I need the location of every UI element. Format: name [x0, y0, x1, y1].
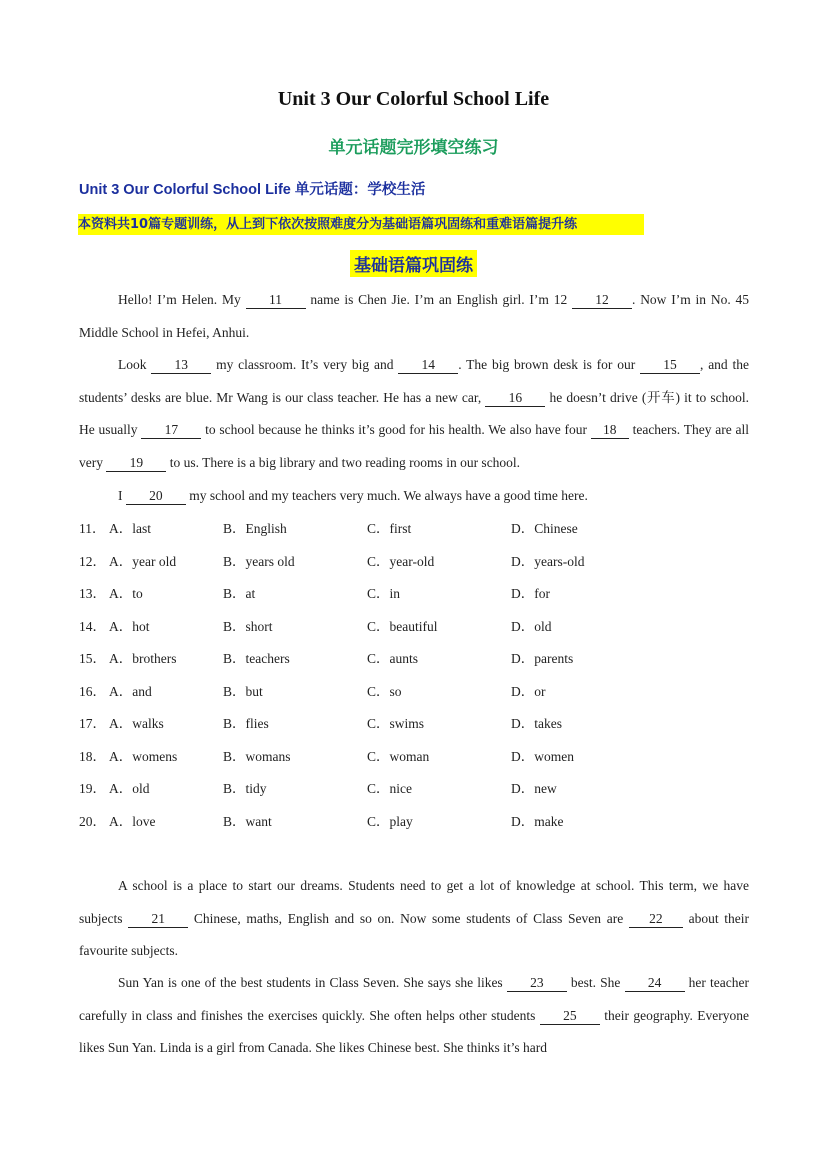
blank-19: 19: [106, 455, 166, 472]
blank-23: 23: [507, 975, 567, 992]
blank-22: 22: [629, 911, 683, 928]
option-row: 17． A．walks B．flies C．swims D．takes: [79, 716, 562, 731]
blank-14: 14: [398, 357, 458, 374]
blank-15: 15: [640, 357, 700, 374]
passage2-paragraph1: A school is a place to start our dreams. Students need to get a lot of knowledge at school. This term, we have subjects 21 Chinese, maths, English and so on. Now some students of Class Seven are 22 about their favourite subjects.: [79, 878, 749, 958]
section-heading: [0, 250, 827, 277]
blank-11: 11: [246, 292, 306, 309]
option-row: 15． A．brothers B．teachers C．aunts D．parents: [79, 651, 574, 666]
blank-25: 25: [540, 1008, 600, 1025]
section-heading-label: 基础语篇巩固练: [350, 250, 477, 277]
passage1-paragraph1: Hello! I’m Helen. My 11 name is Chen Jie. I’m an English girl. I’m 12 12 . Now I’m in No. 45 Middle School in Hefei, Anhui.: [79, 292, 749, 340]
notice-banner: 本资料共10篇专题训练，从上到下依次按照难度分为基础语篇巩固练和重难语篇提升练: [78, 214, 644, 235]
options-list: [79, 513, 749, 838]
unit-title: Unit 3 Our Colorful School Life: [277, 88, 550, 110]
option-row: 18． A．womens B．womans C．woman D．women: [79, 748, 574, 764]
passage1-paragraph3: I 20 my school and my teachers very much. We always have a good time here.: [118, 488, 588, 503]
unit-topic: Unit 3 Our Colorful School Life 单元话题：学校生活: [79, 182, 426, 198]
passage1-paragraph2: Look 13 my classroom. It’s very big and 14 . The big brown desk is for our 15 , and the students’ desks are blue. Mr Wang is our class teacher. He has a new car, 16 he doesn’t drive (开车) it to school. He usually 17 to school because he thinks it’s good for his health. We also have four 18 teachers. They are all very 19 to us. There is a big library and two reading rooms in our school.: [79, 357, 750, 470]
blank-12: 12: [572, 292, 632, 309]
option-row: 16． A．and B．but C．so D．or: [79, 683, 546, 699]
option-row: 12． A．year old B．years old C．year-old D．years-old: [79, 553, 585, 569]
blank-20: 20: [126, 488, 186, 505]
blank-18: 18: [591, 422, 629, 439]
blank-24: 24: [625, 975, 685, 992]
blank-16: 16: [485, 390, 545, 407]
blank-21: 21: [128, 911, 188, 928]
option-row: 11． A．last B．English C．first D．Chinese: [79, 521, 578, 536]
blank-17: 17: [141, 422, 201, 439]
option-row: 20． A．love B．want C．play D．make: [79, 813, 564, 829]
option-row: 13． A．to B．at C．in D．for: [79, 586, 550, 601]
blank-13: 13: [151, 357, 211, 374]
option-row: 14． A．hot B．short C．beautiful D．old: [79, 618, 552, 634]
option-row: 19． A．old B．tidy C．nice D．new: [79, 781, 557, 796]
passage2-paragraph2: Sun Yan is one of the best students in Class Seven. She says she likes 23 best. She 24 her teacher carefully in class and finishes the exercises quickly. She often helps other students 25 their geography. Everyone likes Sun Yan. Linda is a girl from Canada. She likes Chinese best. She thinks it’s hard: [79, 975, 750, 1055]
exercise-subtitle: 单元话题完形填空练习: [328, 138, 499, 158]
